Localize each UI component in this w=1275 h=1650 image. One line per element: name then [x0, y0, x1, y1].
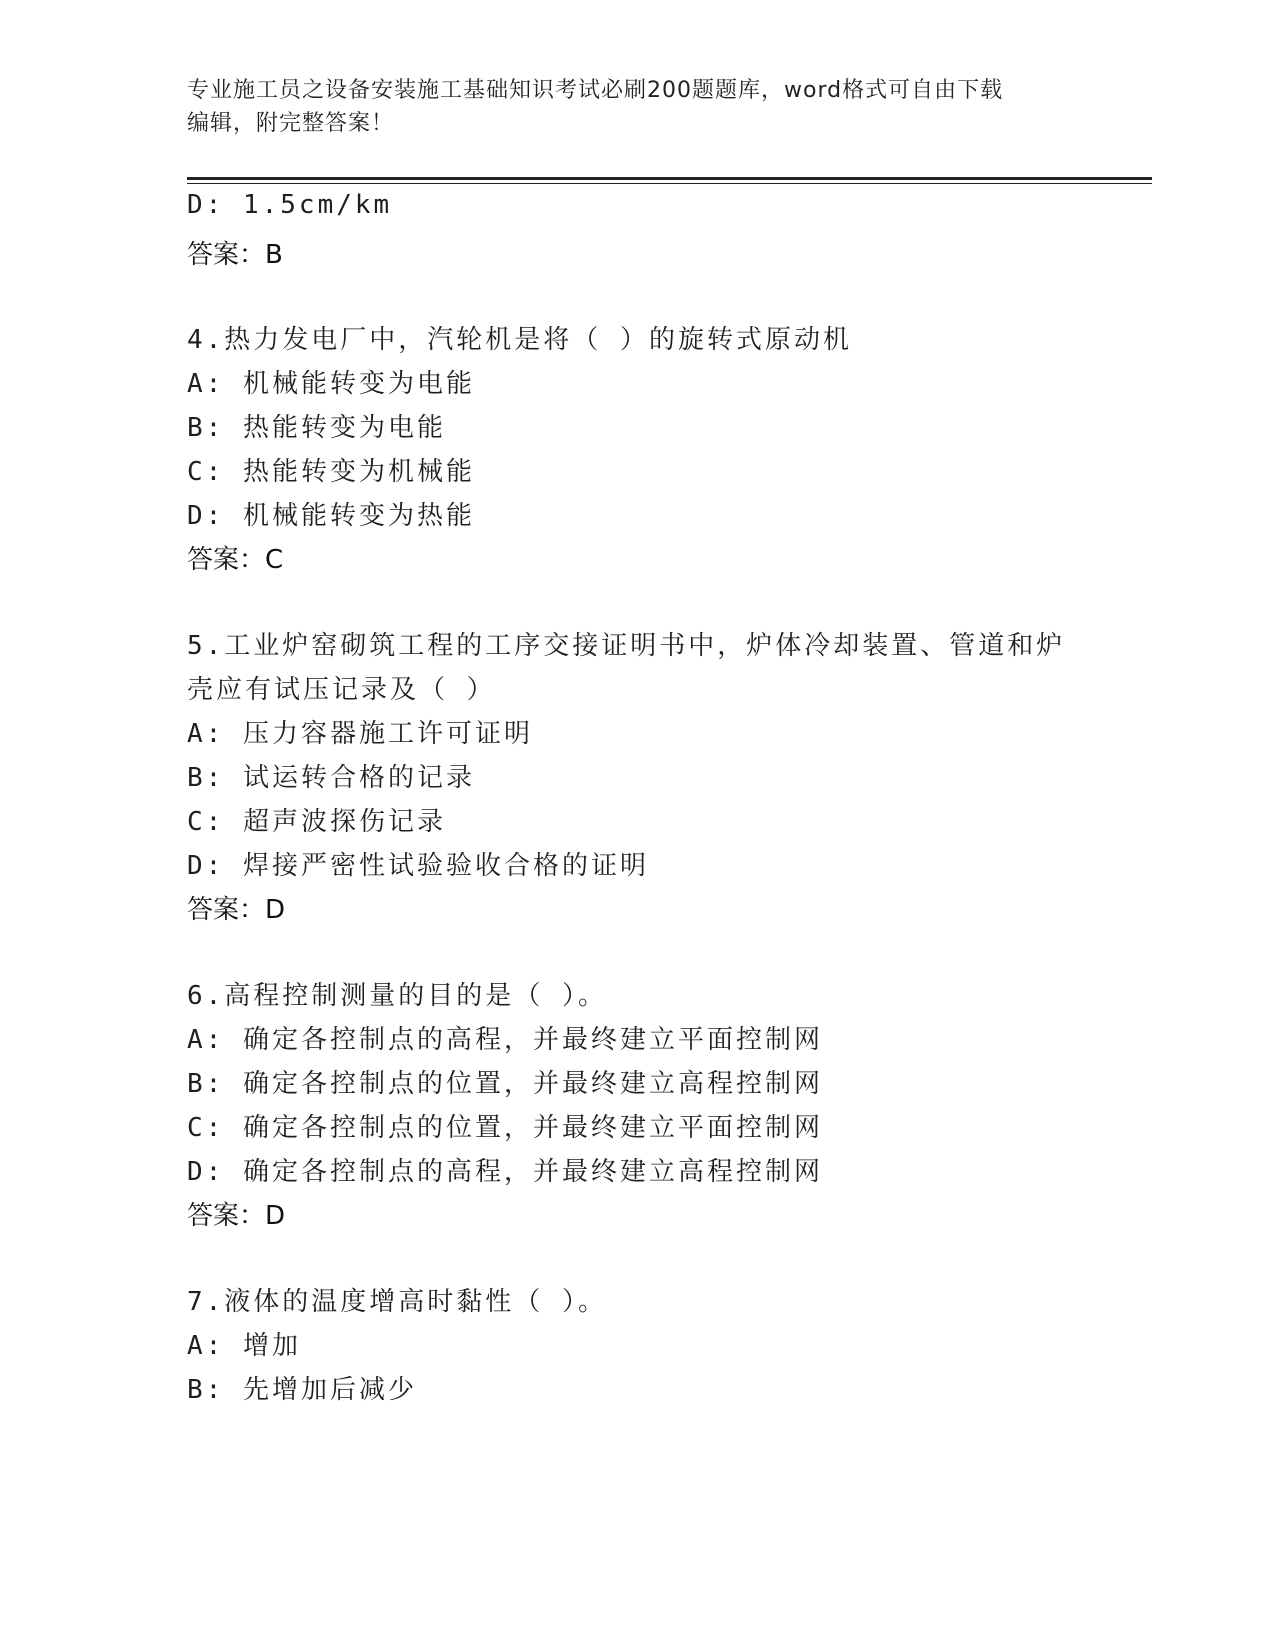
q5-option-a: A: 压力容器施工许可证明	[187, 719, 533, 749]
q4-option-a: A: 机械能转变为电能	[187, 369, 475, 399]
q3-answer: 答案：B	[187, 240, 283, 270]
header-divider-thick	[187, 177, 1152, 180]
q4-option-b: B: 热能转变为电能	[187, 413, 446, 443]
q5-question-line2: 壳应有试压记录及（ ）	[187, 675, 496, 705]
q3-option-d: D: 1.5cm/km	[187, 190, 393, 220]
q5-option-c: C: 超声波探伤记录	[187, 807, 446, 837]
q5-answer: 答案：D	[187, 895, 286, 925]
q7-option-a: A: 增加	[187, 1331, 301, 1361]
q6-option-c: C: 确定各控制点的位置，并最终建立平面控制网	[187, 1113, 823, 1143]
page-header	[187, 74, 1087, 140]
q4-option-d: D: 机械能转变为热能	[187, 501, 475, 531]
q5-option-d: D: 焊接严密性试验验收合格的证明	[187, 851, 649, 881]
q6-question: 6.高程控制测量的目的是（ ）。	[187, 981, 607, 1011]
q6-answer: 答案：D	[187, 1201, 286, 1231]
q7-question: 7.液体的温度增高时黏性（ ）。	[187, 1287, 607, 1317]
header-title-line2: 编辑，附完整答案！	[187, 111, 395, 136]
q5-option-b: B: 试运转合格的记录	[187, 763, 475, 793]
q5-question-line1: 5.工业炉窑砌筑工程的工序交接证明书中，炉体冷却装置、管道和炉	[187, 631, 1066, 661]
q4-option-c: C: 热能转变为机械能	[187, 457, 475, 487]
q6-option-a: A: 确定各控制点的高程，并最终建立平面控制网	[187, 1025, 823, 1055]
q6-option-b: B: 确定各控制点的位置，并最终建立高程控制网	[187, 1069, 823, 1099]
q7-option-b: B: 先增加后减少	[187, 1375, 417, 1405]
header-title-line1: 专业施工员之设备安装施工基础知识考试必刷200题题库，word格式可自由下载	[187, 78, 1004, 103]
header-divider-thin	[187, 183, 1152, 184]
q4-question: 4.热力发电厂中，汽轮机是将（ ）的旋转式原动机	[187, 325, 852, 355]
q4-answer: 答案：C	[187, 545, 284, 575]
q6-option-d: D: 确定各控制点的高程，并最终建立高程控制网	[187, 1157, 823, 1187]
